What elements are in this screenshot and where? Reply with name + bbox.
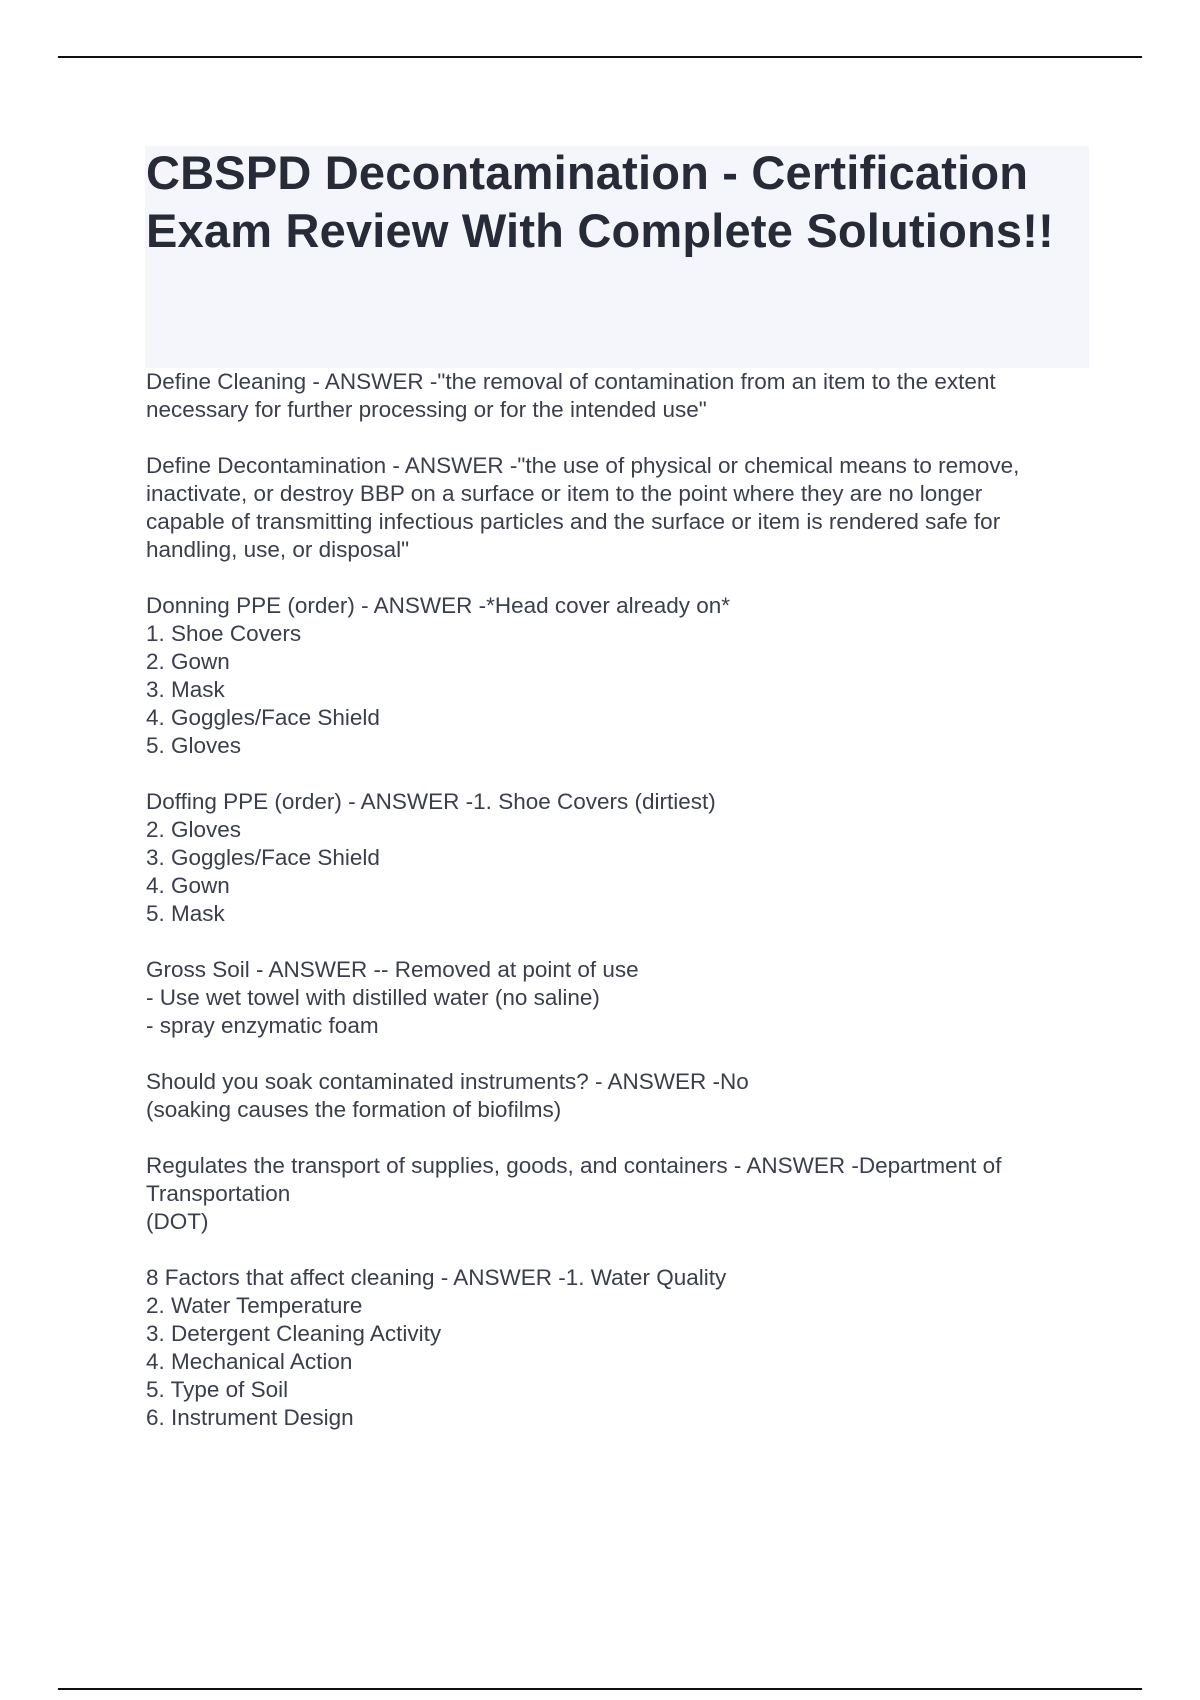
qa-line: 1. Shoe Covers <box>146 621 302 646</box>
qa-entry-doffing-ppe <box>146 788 1096 928</box>
qa-line: 5. Gloves <box>146 733 242 758</box>
qa-line: - spray enzymatic foam <box>146 1013 379 1038</box>
top-rule <box>58 56 1142 58</box>
qa-line: 4. Gown <box>146 873 230 898</box>
qa-line: necessary for further processing or for the intended use" <box>146 397 707 422</box>
qa-line: capable of transmitting infectious particles and the surface or item is rendered safe for <box>146 509 1001 534</box>
qa-entry-soak-instruments <box>146 1068 1096 1124</box>
qa-line: 5. Mask <box>146 901 225 926</box>
qa-line: Gross Soil - ANSWER -- Removed at point of use <box>146 957 639 982</box>
qa-line: 3. Mask <box>146 677 225 702</box>
qa-line: 3. Goggles/Face Shield <box>146 845 380 870</box>
qa-line: Regulates the transport of supplies, goods, and containers - ANSWER -Department of <box>146 1153 1002 1178</box>
qa-line: Define Cleaning - ANSWER -"the removal of contamination from an item to the extent <box>146 369 996 394</box>
qa-line: Donning PPE (order) - ANSWER -*Head cover already on* <box>146 593 731 618</box>
qa-line: - Use wet towel with distilled water (no saline) <box>146 985 600 1010</box>
document-title: CBSPD Decontamination - Certification Exam Review With Complete Solutions!! <box>146 146 1054 257</box>
qa-line: Doffing PPE (order) - ANSWER -1. Shoe Covers (dirtiest) <box>146 789 716 814</box>
qa-list <box>146 368 1096 1460</box>
qa-entry-gross-soil <box>146 956 1096 1040</box>
qa-entry-transport-regulation <box>146 1152 1096 1236</box>
qa-line: 2. Water Temperature <box>146 1293 363 1318</box>
qa-line: (soaking causes the formation of biofilms) <box>146 1097 562 1122</box>
qa-line: 5. Type of Soil <box>146 1377 289 1402</box>
qa-entry-define-decontamination <box>146 452 1096 564</box>
qa-entry-donning-ppe <box>146 592 1096 760</box>
qa-line: inactivate, or destroy BBP on a surface or item to the point where they are no longer <box>146 481 983 506</box>
qa-line: 8 Factors that affect cleaning - ANSWER -1. Water Quality <box>146 1265 727 1290</box>
qa-line: (DOT) <box>146 1209 209 1234</box>
qa-line: Transportation <box>146 1181 291 1206</box>
qa-line: Define Decontamination - ANSWER -"the use of physical or chemical means to remove, <box>146 453 1020 478</box>
qa-line: 4. Mechanical Action <box>146 1349 353 1374</box>
qa-entry-cleaning-factors <box>146 1264 1096 1432</box>
bottom-rule <box>58 1688 1142 1690</box>
qa-line: 6. Instrument Design <box>146 1405 354 1430</box>
qa-line: Should you soak contaminated instruments? - ANSWER -No <box>146 1069 749 1094</box>
qa-line: 2. Gown <box>146 649 230 674</box>
qa-line: 3. Detergent Cleaning Activity <box>146 1321 442 1346</box>
qa-entry-define-cleaning <box>146 368 1096 424</box>
qa-line: 4. Goggles/Face Shield <box>146 705 380 730</box>
qa-line: handling, use, or disposal" <box>146 537 410 562</box>
qa-line: 2. Gloves <box>146 817 242 842</box>
